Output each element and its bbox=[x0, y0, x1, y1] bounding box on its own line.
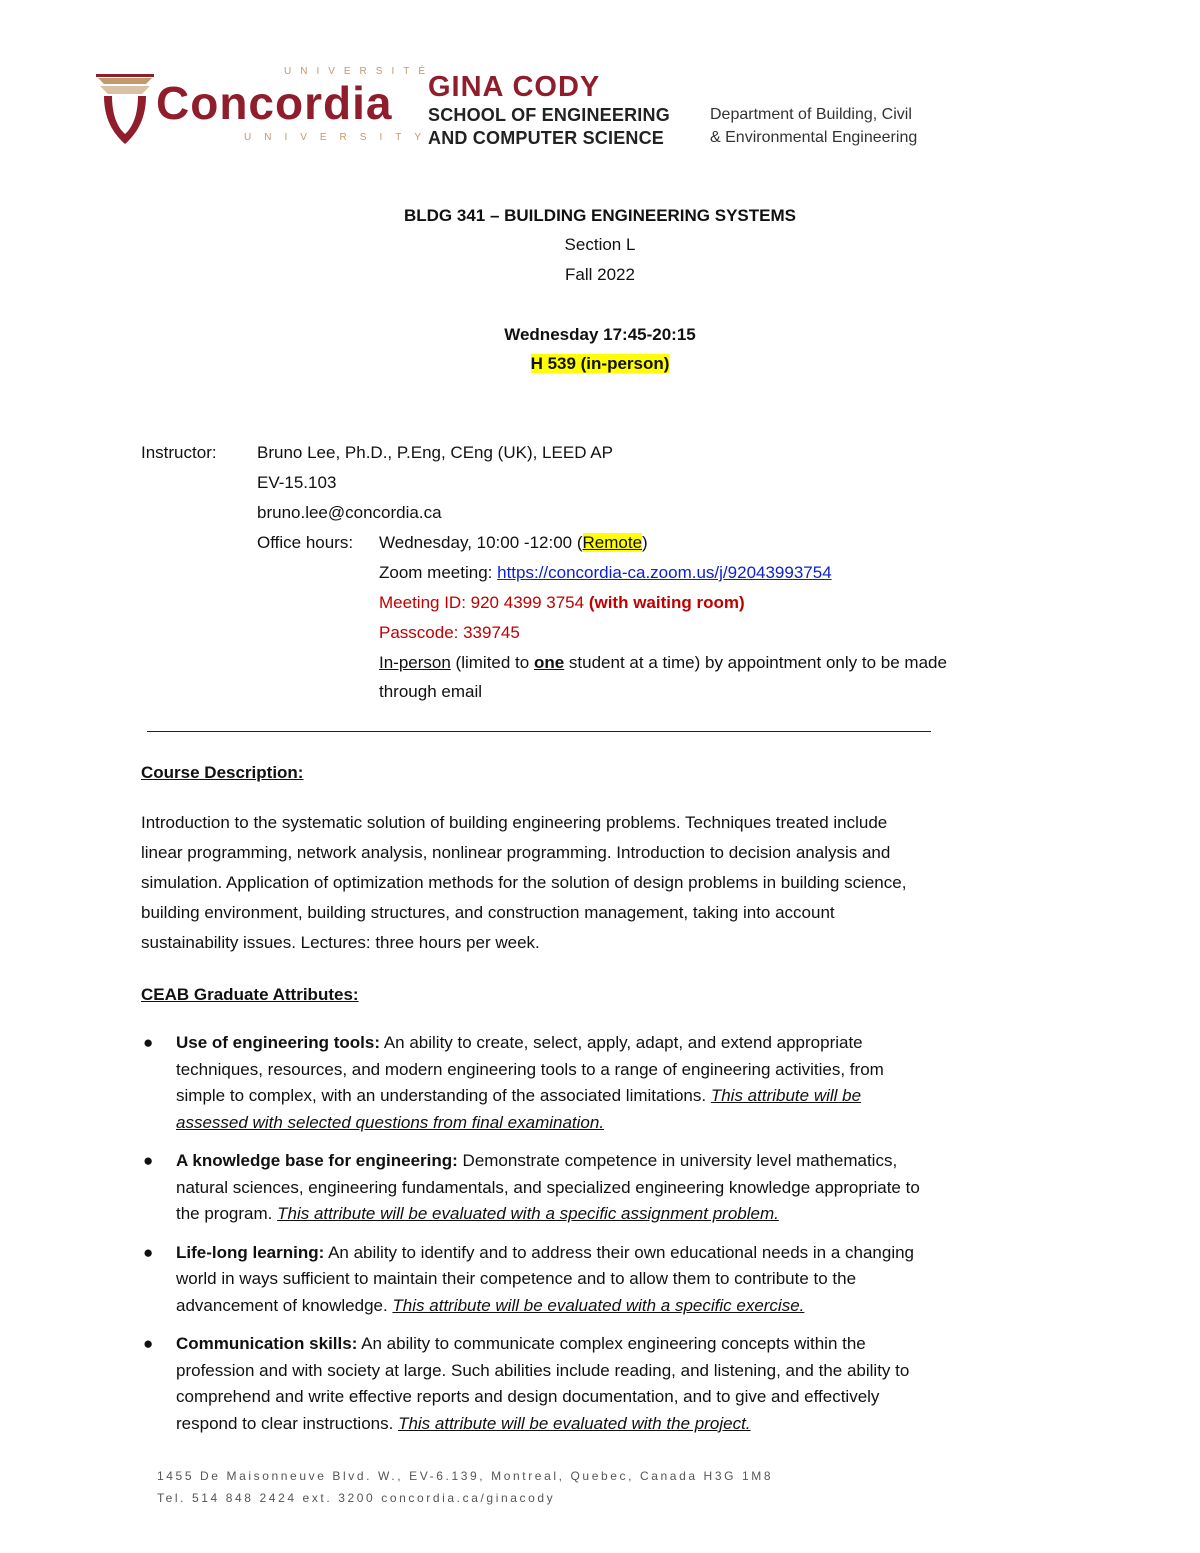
school-name: GINA CODY bbox=[428, 71, 601, 103]
attribute-text: profession and with society at large. Such abilities include reading, and listening, and the ability to bbox=[176, 1360, 910, 1380]
description-line: building environment, building structures, and construction management, taking into account bbox=[141, 903, 835, 922]
course-term: Fall 2022 bbox=[565, 265, 635, 284]
course-description-body bbox=[141, 808, 1061, 958]
course-description-heading: Course Description: bbox=[141, 763, 304, 782]
footer-contact: Tel. 514 848 2424 ext. 3200 concordia.ca/ginacody bbox=[157, 1491, 556, 1505]
attribute-list bbox=[141, 1030, 1071, 1449]
meeting-id-note: (with waiting room) bbox=[588, 593, 745, 612]
attribute-term: Use of engineering tools: bbox=[176, 1033, 381, 1052]
zoom-label: Zoom meeting: bbox=[379, 563, 498, 582]
instructor-email: bruno.lee@concordia.ca bbox=[257, 503, 442, 522]
divider-rule bbox=[147, 731, 931, 732]
attribute-text: techniques, resources, and modern engineering tools to a range of engineering activities, from bbox=[176, 1059, 884, 1079]
zoom-meeting-line bbox=[379, 562, 832, 584]
office-hours-text: Wednesday, 10:00 -12:00 ( bbox=[379, 533, 583, 552]
attribute-assessment: assessed with selected questions from final examination. bbox=[176, 1112, 605, 1132]
attribute-text: natural sciences, engineering fundamentals, and specialized engineering knowledge appropriate to bbox=[176, 1177, 920, 1197]
office-hours-mode: Remote bbox=[582, 533, 643, 552]
attribute-term: Life-long learning: bbox=[176, 1242, 325, 1262]
course-section: Section L bbox=[564, 235, 636, 254]
bullet-icon: ● bbox=[143, 1334, 154, 1353]
instructor-label: Instructor: bbox=[141, 443, 217, 462]
department-line-1: Department of Building, Civil bbox=[710, 106, 912, 123]
list-item bbox=[141, 1148, 1071, 1228]
course-room: H 539 (in-person) bbox=[530, 354, 670, 373]
passcode: Passcode: 339745 bbox=[379, 623, 520, 642]
instructor-name: Bruno Lee, Ph.D., P.Eng, CEng (UK), LEED AP bbox=[257, 443, 613, 462]
attribute-term: Communication skills: bbox=[176, 1334, 358, 1353]
logo-wordmark: Concordia bbox=[156, 77, 393, 129]
inperson-word: In-person bbox=[379, 653, 451, 672]
attribute-assessment: This attribute will be evaluated with a specific assignment problem. bbox=[277, 1204, 779, 1223]
logo-universite-text: UNIVERSITÉ bbox=[284, 66, 435, 77]
list-item bbox=[141, 1240, 1071, 1320]
footer-address: 1455 De Maisonneuve Blvd. W., EV-6.139, Montreal, Quebec, Canada H3G 1M8 bbox=[157, 1469, 774, 1483]
attribute-text: respond to clear instructions. bbox=[176, 1413, 399, 1433]
attribute-text: An ability to communicate complex engineering concepts within the bbox=[357, 1334, 866, 1353]
attribute-assessment: This attribute will be bbox=[710, 1086, 862, 1105]
course-schedule: Wednesday 17:45-20:15 bbox=[504, 325, 696, 344]
bullet-icon: ● bbox=[143, 1242, 154, 1262]
letterhead bbox=[96, 66, 1116, 158]
inperson-text-2: student at a time) by appointment only to be made bbox=[564, 653, 947, 672]
description-line: simulation. Application of optimization methods for the solution of design problems in building science, bbox=[141, 873, 907, 892]
description-line: Introduction to the systematic solution of building engineering problems. Techniques treated include bbox=[141, 813, 888, 832]
attribute-text: Demonstrate competence in university level mathematics, bbox=[457, 1151, 898, 1170]
course-title: BLDG 341 – BUILDING ENGINEERING SYSTEMS bbox=[403, 206, 796, 225]
ceab-heading: CEAB Graduate Attributes: bbox=[141, 985, 359, 1004]
inperson-line-2: through email bbox=[379, 682, 483, 701]
inperson-line bbox=[379, 652, 947, 674]
attribute-text: world in ways sufficient to maintain their competence and to allow them to contribute to the bbox=[176, 1269, 857, 1288]
attribute-text: comprehend and write effective reports and design documentation, and to give and effectively bbox=[176, 1387, 880, 1406]
meeting-id: Meeting ID: 920 4399 3754 bbox=[379, 593, 589, 612]
office-hours-label: Office hours: bbox=[257, 533, 354, 552]
instructor-office: EV-15.103 bbox=[257, 473, 337, 492]
attribute-text: An ability to create, select, apply, adapt, and extend appropriate bbox=[380, 1033, 863, 1052]
bullet-icon: ● bbox=[143, 1033, 154, 1052]
attribute-text: the program. bbox=[176, 1204, 278, 1223]
inperson-one: one bbox=[533, 653, 565, 672]
office-hours-time bbox=[379, 532, 648, 554]
logo-university-text: UNIVERSITY bbox=[244, 132, 435, 143]
department-line-2: & Environmental Engineering bbox=[710, 129, 918, 146]
course-room-wrap bbox=[0, 353, 1200, 375]
inperson-text-1: (limited to bbox=[450, 653, 534, 672]
attribute-term: A knowledge base for engineering: bbox=[176, 1151, 458, 1170]
concordia-crest-icon bbox=[96, 72, 154, 146]
bullet-icon: ● bbox=[143, 1151, 154, 1170]
description-line: linear programming, network analysis, nonlinear programming. Introduction to decision analysis and bbox=[141, 843, 891, 862]
zoom-link[interactable]: https://concordia-ca.zoom.us/j/92043993754 bbox=[497, 563, 832, 582]
list-item bbox=[141, 1030, 1071, 1136]
attribute-text: simple to complex, with an understanding of the associated limitations. bbox=[176, 1086, 711, 1105]
description-line: sustainability issues. Lectures: three hours per week. bbox=[141, 933, 540, 952]
list-item bbox=[141, 1331, 1071, 1437]
attribute-assessment: This attribute will be evaluated with the project. bbox=[398, 1413, 751, 1433]
office-hours-close: ) bbox=[642, 533, 648, 552]
attribute-text: advancement of knowledge. bbox=[176, 1295, 393, 1315]
attribute-assessment: This attribute will be evaluated with a specific exercise. bbox=[392, 1295, 805, 1315]
meeting-id-line bbox=[379, 592, 745, 614]
school-line-1: SCHOOL OF ENGINEERING bbox=[428, 105, 670, 125]
attribute-text: An ability to identify and to address their own educational needs in a changing bbox=[324, 1242, 915, 1262]
school-line-2: AND COMPUTER SCIENCE bbox=[428, 128, 665, 148]
